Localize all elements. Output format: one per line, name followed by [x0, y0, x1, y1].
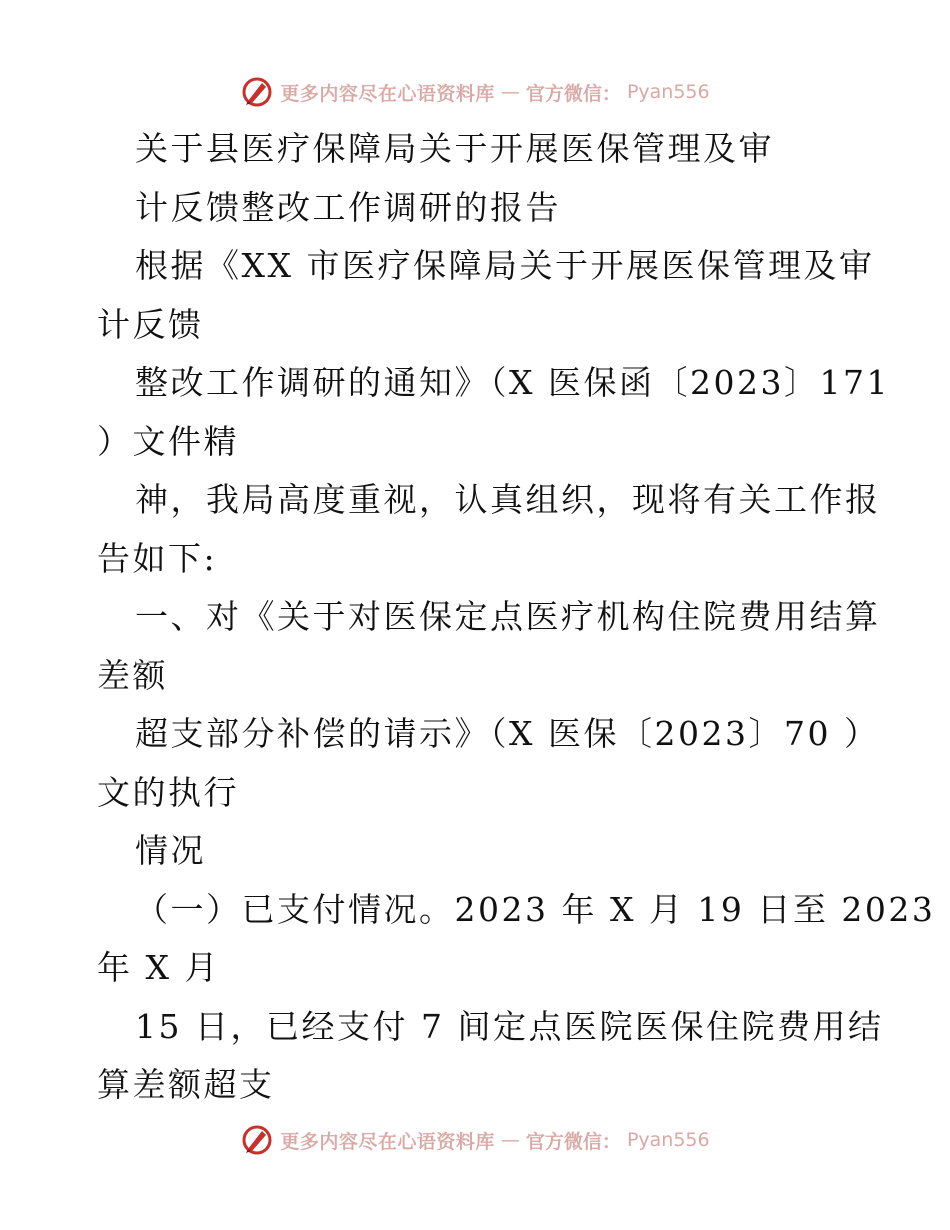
document-line: （一）已支付情况。2023 年 X 月 19 日至 2023: [135, 889, 936, 929]
pen-circle-logo-icon: [240, 75, 274, 109]
document-line: 文的执行: [97, 772, 239, 812]
document-line: 一、对《关于对医保定点医疗机构住院费用结算: [135, 597, 881, 636]
document-body: [97, 120, 936, 1115]
document-line: 整改工作调研的通知》（X 医保函〔2023〕171: [135, 363, 890, 402]
footer-watermark: [0, 1120, 950, 1160]
document-line: 情况: [135, 831, 206, 870]
document-line: 神，我局高度重视，认真组织，现将有关工作报: [135, 480, 881, 519]
watermark-wechat-label: 官方微信：: [525, 82, 621, 105]
document-line: ）文件精: [97, 421, 239, 461]
pen-circle-logo-icon: [240, 1123, 274, 1157]
watermark-wechat-id: Pyan556: [626, 1129, 710, 1151]
watermark-wechat-label: 官方微信：: [525, 1130, 621, 1153]
document-line: 计反馈: [97, 304, 204, 344]
watermark-site-text: 更多内容尽在心语资料库: [280, 1130, 495, 1153]
document-line: 超支部分补偿的请示》（X 医保〔2023〕70 ）: [135, 714, 880, 753]
document-line: 15 日，已经支付 7 间定点医院医保住院费用结: [135, 1006, 884, 1046]
document-line: 年 X 月: [97, 948, 220, 987]
watermark-dash: —: [500, 81, 520, 103]
document-line: 关于县医疗保障局关于开展医保管理及审: [135, 129, 774, 168]
header-watermark: [0, 72, 950, 112]
watermark-dash: —: [500, 1129, 520, 1151]
document-line: 告如下:: [97, 538, 218, 578]
document-line: 计反馈整改工作调研的报告: [135, 187, 561, 227]
watermark-site-text: 更多内容尽在心语资料库: [280, 82, 495, 105]
document-line: 差额: [97, 655, 168, 695]
watermark-wechat-id: Pyan556: [626, 81, 710, 103]
document-line: 根据《XX 市医疗保障局关于开展医保管理及审: [135, 246, 875, 285]
document-line: 算差额超支: [97, 1065, 275, 1104]
